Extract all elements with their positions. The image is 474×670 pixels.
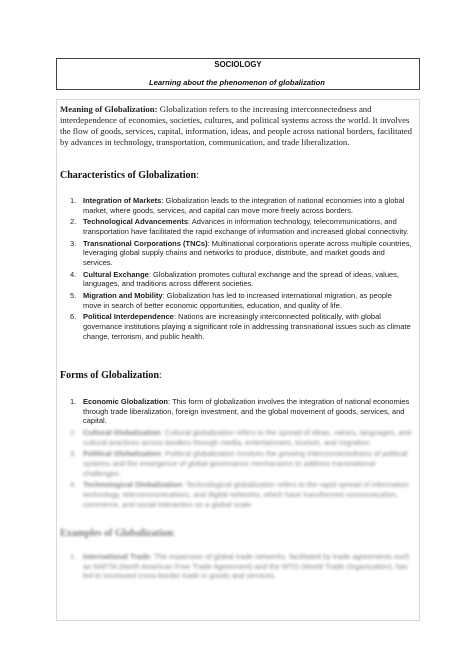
- meaning-text: Globalization refers to the increasing interconnectedness and interdependence of economies, societies, cultures, and political systems across the world. It involves the flow of goods, services, capital, information, ideas, and people across national borders, facilitated by advances in technology, transportation, communication, and trade liberalization.: [60, 104, 412, 147]
- blurred-preview: [70, 428, 412, 509]
- document-subtitle: Learning about the phenomenon of globalization: [149, 78, 325, 87]
- list-item: 4. Cultural Exchange: Globalization promotes cultural exchange and the spread of ideas, values, languages, and traditions across different societies.: [70, 269, 400, 289]
- meaning-paragraph: Meaning of Globalization: Globalization refers to the increasing interconnectedness and interdependence of economies, societies, cultures, and political systems across the world. It involves the flow of goods, services, capital, information, ideas, and people across national borders, facilitated by advances in technology, transportation, communication, and trade liberalization.: [60, 104, 412, 147]
- list-item: 1. International Trade: The expansion of global trade networks, facilitated by trade agreements such as NAFTA (North American Free Trade Agreement) and the WTO (World Trade Organization), has led to increased cross-border trade in goods and services.: [70, 552, 410, 581]
- examples-list: [70, 552, 412, 583]
- list-item: 1. Economic Globalization: This form of globalization involves the integration of national economies through trade liberalization, foreign investment, and the global movement of goods, services, and capital.: [70, 397, 410, 426]
- list-item: 2. Technological Advancements: Advances in information technology, telecommunications, and transportation have facilitated the rapid exchange of information and increased global connectivity.: [70, 217, 409, 236]
- list-item: 4. Technological Globalization: Technological globalization refers to the rapid spread of information technology, telecommunications, and digital networks, which have transformed communication, commerce, and social interaction on a global scale.: [70, 480, 409, 509]
- list-item: 3. Transnational Corporations (TNCs): Multinational corporations operate across multiple countries, leveraging global supply chains and networks to produce, distribute, and market goods and services.: [70, 238, 412, 267]
- list-item: 6. Political Interdependence: Nations are increasingly interconnected politically, with global governance institutions playing a significant role in addressing transnational issues such as climate change, terrorism, and public health.: [70, 312, 411, 341]
- forms-heading: Forms of Globalization:: [60, 370, 162, 381]
- characteristics-list: [70, 196, 412, 343]
- meaning-label: Meaning of Globalization: [60, 104, 155, 114]
- list-item: 1. Integration of Markets: Globalization leads to the integration of national economies into a global market, where goods, services, and capital can move more freely across borders.: [70, 196, 405, 215]
- document-subject: SOCIOLOGY: [214, 60, 262, 69]
- list-item: 5. Migration and Mobility: Globalization has led to increased international migration, as people move in search of better economic opportunities, education, and quality of life.: [70, 291, 392, 310]
- list-item: 2. Cultural Globalization: Cultural globalization refers to the spread of ideas, values, languages, and cultural practices across borders through media, entertainment, tourism, and migration.: [70, 427, 412, 447]
- examples-heading: Examples of Globalization:: [60, 528, 176, 539]
- characteristics-heading: Characteristics of Globalization:: [60, 170, 199, 181]
- list-item: 3. Political Globalization: Political globalization involves the growing interconnectedness of political systems and the emergence of global governance mechanisms to address transnational challenges.: [70, 449, 408, 478]
- forms-list: [70, 397, 412, 511]
